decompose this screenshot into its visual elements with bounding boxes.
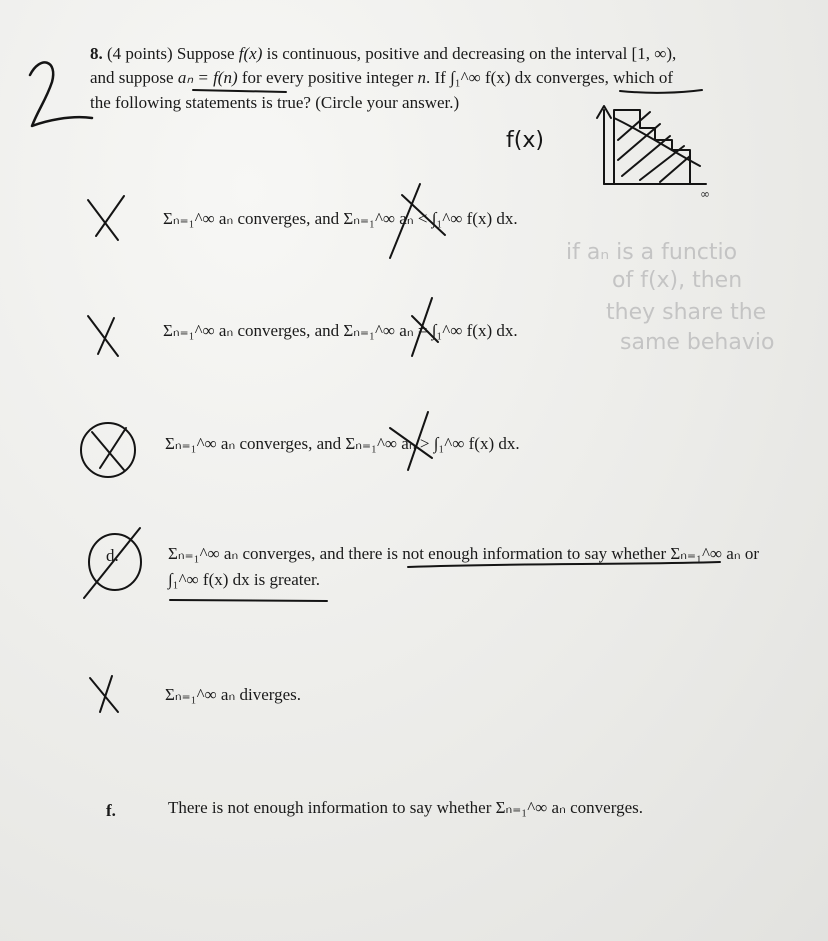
score-2-mark — [30, 62, 92, 126]
x-mark-c — [92, 428, 126, 470]
bleed-through-text-2: of f(x), then — [612, 268, 743, 293]
option-a[interactable]: Σₙ₌₁^∞ aₙ converges, and Σₙ₌₁^∞ aₙ < ∫₁^∞ f(x) dx. — [163, 209, 518, 228]
x-mark-e — [90, 676, 118, 712]
option-f-letter: f. — [106, 801, 116, 820]
option-d-line-1[interactable]: Σₙ₌₁^∞ aₙ converges, and there is not enough information to say whether Σₙ₌₁^∞ aₙ or — [168, 544, 760, 563]
option-f[interactable]: There is not enough information to say whether Σₙ₌₁^∞ aₙ converges. — [168, 798, 643, 817]
question-line-1: 8. (4 points) Suppose f(x) is continuous, positive and decreasing on the interval [1, ∞), — [90, 44, 677, 63]
bleed-through-text-3: they share the — [606, 300, 767, 325]
option-c[interactable]: Σₙ₌₁^∞ aₙ converges, and Σₙ₌₁^∞ aₙ > ∫₁^∞ f(x) dx. — [165, 434, 520, 453]
x-mark-b — [88, 316, 118, 356]
underline-converges — [620, 90, 702, 93]
option-b[interactable]: Σₙ₌₁^∞ aₙ converges, and Σₙ₌₁^∞ aₙ = ∫₁^∞ f(x) dx. — [163, 321, 518, 340]
bleed-through-text-1: if aₙ is a functio — [566, 240, 738, 265]
bleed-through-text-4: same behavio — [620, 330, 775, 355]
question-line-2: and suppose aₙ = f(n) for every positive integer n. If ∫₁^∞ f(x) dx converges, which of — [90, 68, 674, 87]
sketch-graph — [597, 106, 706, 184]
handwritten-fx: f(x) — [506, 128, 544, 153]
x-mark-a — [88, 196, 124, 240]
option-d-letter: d. — [106, 546, 119, 565]
underline-greater — [170, 600, 327, 601]
question-line-3: the following statements is true? (Circle your answer.) — [90, 93, 460, 112]
svg-text:∞: ∞ — [700, 187, 710, 201]
option-e[interactable]: Σₙ₌₁^∞ aₙ diverges. — [165, 685, 302, 704]
option-d-line-2[interactable]: ∫₁^∞ f(x) dx is greater. — [168, 570, 321, 589]
